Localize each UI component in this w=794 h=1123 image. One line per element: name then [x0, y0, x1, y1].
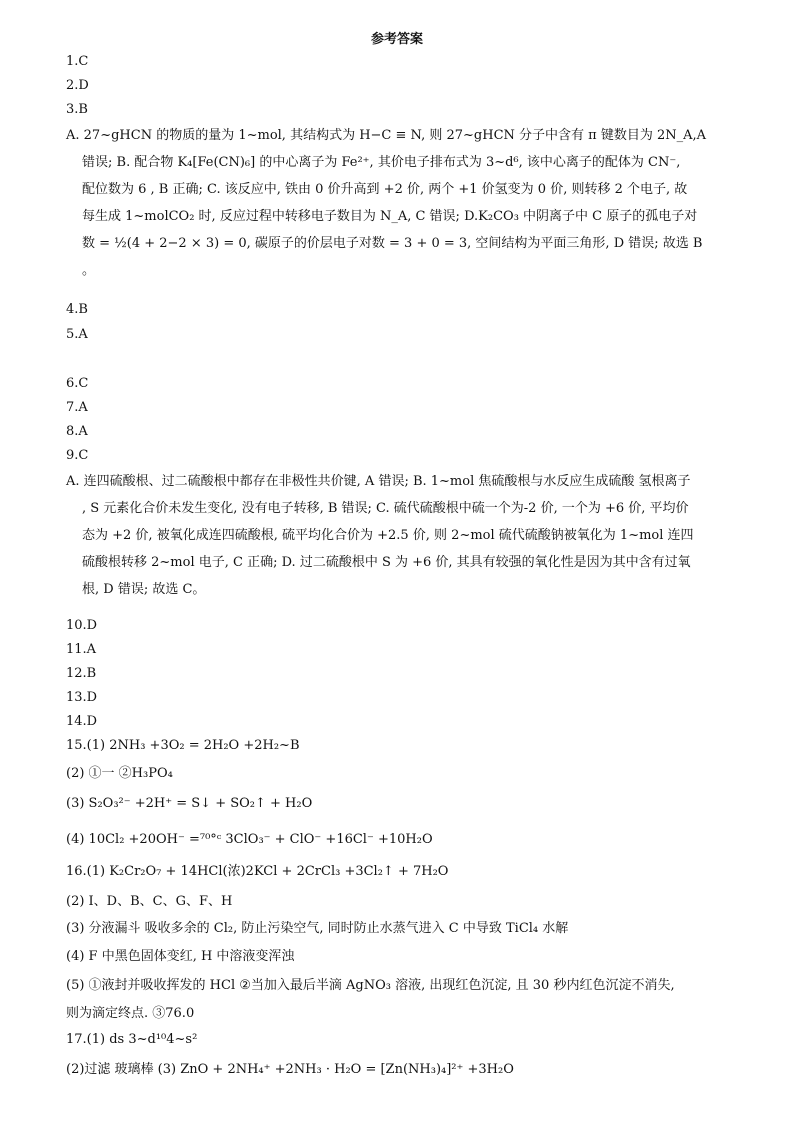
- q16-line: (5) ①液封并吸收挥发的 HCl ②当加入最后半滴 AgNO₃ 溶液, 出现红色沉淀, 且 30 秒内红色沉淀不消失,: [66, 978, 675, 993]
- answer-line: 1.C: [66, 54, 89, 69]
- answer-line: 4.B: [66, 302, 88, 317]
- answer-line: 2.D: [66, 78, 89, 93]
- answer-line: 11.A: [66, 642, 97, 657]
- explanation-row: 硫酸根转移 2~mol 电子, C 正确; D. 过二硫酸根中 S 为 +6 价, 其具有较强的氧化性是因为其中含有过氧: [82, 555, 691, 570]
- q15-line: 15.(1) 2NH₃ +3O₂ = 2H₂O +2H₂~B: [66, 738, 300, 753]
- q15-line: (2) ①一 ②H₃PO₄: [66, 766, 173, 781]
- answer-line: 13.D: [66, 690, 98, 705]
- q16-line: (3) 分液漏斗 吸收多余的 Cl₂, 防止污染空气, 同时防止水蒸气进入 C 中导致 TiCl₄ 水解: [66, 921, 569, 936]
- answer-line: 5.A: [66, 327, 88, 342]
- q16-line: (4) F 中黑色固体变红, H 中溶液变浑浊: [66, 949, 295, 964]
- answer-line: 10.D: [66, 618, 98, 633]
- explanation-row: , S 元素化合价未发生变化, 没有电子转移, B 错误; C. 硫代硫酸根中硫一个为-2 价, 一个为 +6 价, 平均价: [82, 501, 689, 516]
- explanation-row: 态为 +2 价, 被氧化成连四硫酸根, 硫平均化合价为 +2.5 价, 则 2~mol 硫代硫酸钠被氧化为 1~mol 连四: [82, 528, 694, 543]
- q16-line: (2) I、D、B、C、G、F、H: [66, 894, 233, 909]
- q3-explanation: [66, 122, 730, 284]
- explanation-row: 错误; B. 配合物 K₄[Fe(CN)₆] 的中心离子为 Fe²⁺, 其价电子排布式为 3~d⁶, 该中心离子的配体为 CN⁻,: [82, 155, 681, 170]
- q16-line: 16.(1) K₂Cr₂O₇ + 14HCl(浓)2KCl + 2CrCl₃ +3Cl₂↑ + 7H₂O: [66, 864, 449, 879]
- explanation-row: A. 连四硫酸根、过二硫酸根中都存在非极性共价键, A 错误; B. 1~mol 焦硫酸根与水反应生成硫酸 氢根离子: [66, 474, 691, 489]
- explanation-row: A. 27~gHCN 的物质的量为 1~mol, 其结构式为 H−C ≡ N, 则 27~gHCN 分子中含有 π 键数目为 2N_A,A: [66, 128, 707, 143]
- explanation-row: 配位数为 6 , B 正确; C. 该反应中, 铁由 0 价升高到 +2 价, 两个 +1 价氢变为 0 价, 则转移 2 个电子, 故: [82, 182, 688, 197]
- explanation-row: 每生成 1~molCO₂ 时, 反应过程中转移电子数目为 N_A, C 错误; D.K₂CO₃ 中阴离子中 C 原子的孤电子对: [82, 209, 698, 224]
- explanation-row: 。: [82, 263, 96, 278]
- answer-line: 8.A: [66, 424, 88, 439]
- q15-line: (4) 10Cl₂ +20OH⁻ =⁷⁰°ᶜ 3ClO₃⁻ + ClO⁻ +16Cl⁻ +10H₂O: [66, 832, 433, 847]
- q15-line: (3) S₂O₃²⁻ +2H⁺ = S↓ + SO₂↑ + H₂O: [66, 796, 313, 811]
- page-title: 参考答案: [370, 32, 423, 47]
- answer-line: 14.D: [66, 714, 98, 729]
- answer-line: 12.B: [66, 666, 97, 681]
- answer-line: 7.A: [66, 400, 88, 415]
- answer-line: 6.C: [66, 376, 89, 391]
- explanation-row: 数 = ½(4 + 2−2 × 3) = 0, 碳原子的价层电子对数 = 3 + 0 = 3, 空间结构为平面三角形, D 错误; 故选 B: [82, 236, 703, 251]
- q17-line: (2)过滤 玻璃棒 (3) ZnO + 2NH₄⁺ +2NH₃ · H₂O = [Zn(NH₃)₄]²⁺ +3H₂O: [66, 1062, 514, 1077]
- q16-line: 则为滴定终点. ③76.0: [66, 1006, 195, 1021]
- answer-line: 9.C: [66, 448, 89, 463]
- q9-explanation: [66, 468, 730, 603]
- q17-line: 17.(1) ds 3~d¹⁰4~s²: [66, 1032, 198, 1047]
- explanation-row: 根, D 错误; 故选 C。: [82, 582, 206, 597]
- answer-line: 3.B: [66, 102, 88, 117]
